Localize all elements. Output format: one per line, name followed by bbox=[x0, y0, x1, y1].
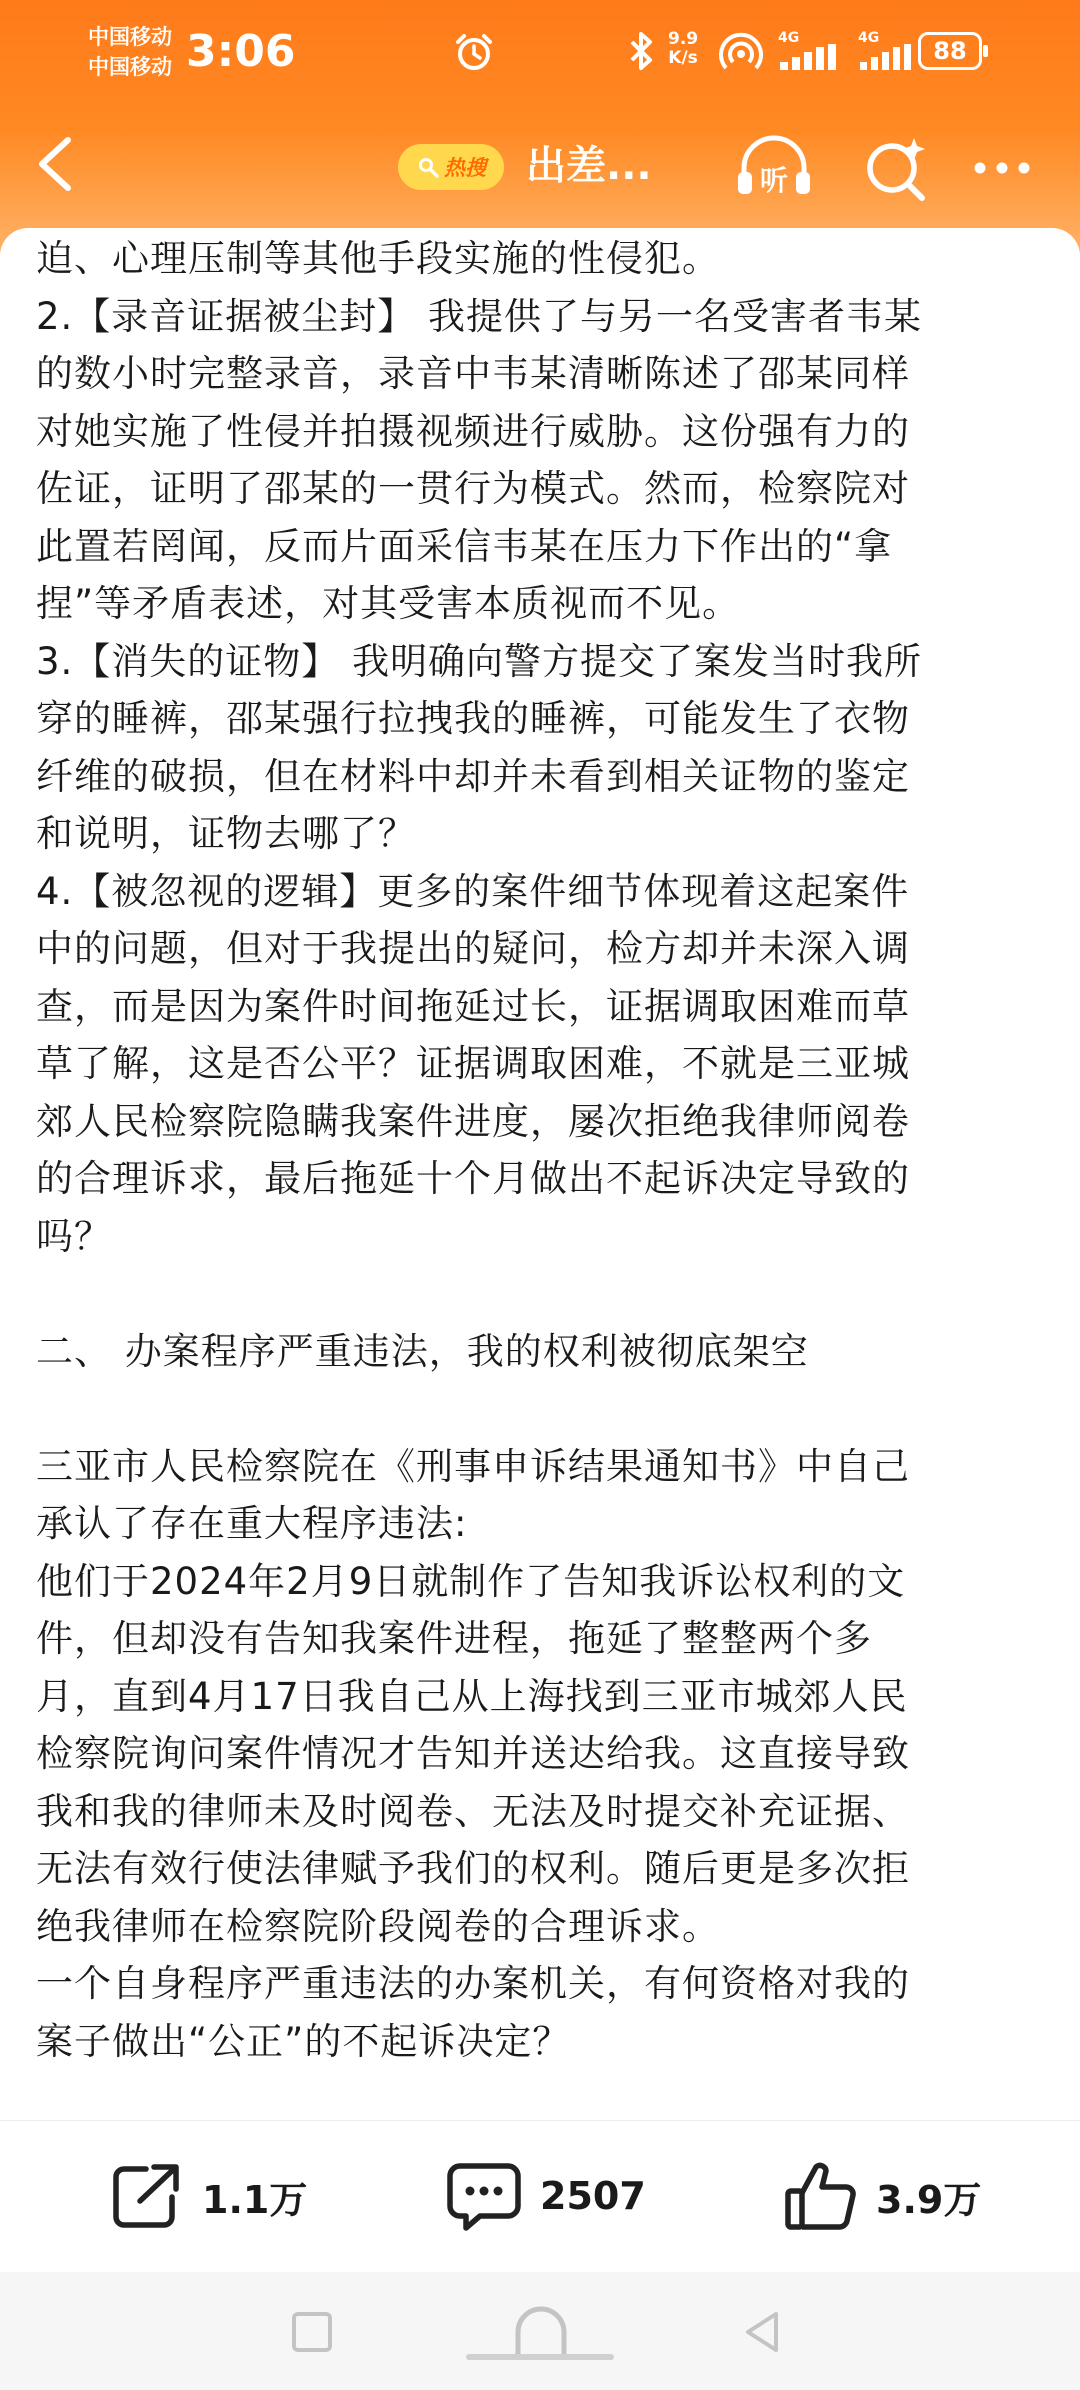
like-count: 3.9万 bbox=[876, 2177, 982, 2222]
clock: 3:06 bbox=[186, 26, 296, 77]
article-line: 月，直到4月17日我自己从上海找到三亚市城郊人民 bbox=[36, 1674, 908, 1718]
article-line: 中的问题，但对于我提出的疑问，检方却并未深入调 bbox=[36, 927, 910, 970]
gesture-handle[interactable] bbox=[466, 2354, 614, 2360]
bluetooth-icon bbox=[626, 30, 656, 72]
article-line: 2.【录音证据被尘封】 我提供了与另一名受害者韦某 bbox=[36, 294, 923, 338]
carrier-names bbox=[88, 22, 172, 82]
back-icon[interactable] bbox=[28, 132, 88, 196]
article-line: 3.【消失的证物】 我明确向警方提交了案发当时我所 bbox=[36, 639, 923, 683]
svg-text:听: 听 bbox=[759, 164, 789, 197]
status-bar bbox=[0, 0, 1080, 105]
article-line: 捏”等矛盾表述，对其受害本质视而不见。 bbox=[36, 582, 741, 625]
article-line: 4.【被忽视的逻辑】更多的案件细节体现着这起案件 bbox=[36, 869, 910, 913]
carrier-2: 中国移动 bbox=[88, 55, 172, 79]
net-speed-unit: K/s bbox=[668, 48, 698, 68]
hot-search-badge[interactable] bbox=[398, 144, 504, 190]
comment-count: 2507 bbox=[540, 2174, 646, 2218]
action-bar bbox=[0, 2120, 1080, 2270]
top-nav-bar bbox=[0, 118, 1080, 218]
article-line: 的合理诉求，最后拖延十个月做出不起诉决定导致的 bbox=[36, 1157, 910, 1200]
system-navigation-bar bbox=[0, 2272, 1080, 2390]
more-icon[interactable] bbox=[966, 132, 1038, 204]
article-line: 我和我的律师未及时阅卷、无法及时提交补充证据、 bbox=[36, 1789, 910, 1833]
share-button[interactable] bbox=[110, 2161, 307, 2231]
article-line: 他们于2024年2月9日就制作了告知我诉讼权利的文 bbox=[36, 1559, 906, 1603]
comment-button[interactable] bbox=[446, 2161, 646, 2231]
article-line: 吗？ bbox=[36, 1214, 112, 1258]
article-line: 草了解，这是否公平？证据调取困难，不就是三亚城 bbox=[36, 1042, 910, 1085]
article-line: 此置若罔闻，反而片面采信韦某在压力下作出的“拿 bbox=[36, 524, 893, 568]
article-line: 绝我律师在检察院阶段阅卷的合理诉求。 bbox=[36, 1904, 720, 1948]
signal-icon bbox=[860, 44, 912, 70]
hot-search-label: 热搜 bbox=[444, 156, 486, 180]
article-line: 三亚市人民检察院在《刑事申诉结果通知书》中自己 bbox=[36, 1444, 910, 1488]
article-line: 案子做出“公正”的不起诉决定？ bbox=[36, 2019, 571, 2063]
article-line: 佐证，证明了邵某的一贯行为模式。然而，检察院对 bbox=[36, 467, 910, 510]
ai-search-icon[interactable] bbox=[860, 132, 932, 204]
article-line: 查，而是因为案件时间拖延过长，证据调取困难而草 bbox=[36, 984, 910, 1028]
topic-title[interactable]: 出差... bbox=[526, 143, 652, 189]
comment-icon bbox=[446, 2160, 522, 2232]
share-count: 1.1万 bbox=[202, 2177, 308, 2222]
carrier-1: 中国移动 bbox=[88, 25, 172, 49]
home-icon[interactable] bbox=[512, 2302, 570, 2362]
article-line: 一个自身程序严重违法的办案机关，有何资格对我的 bbox=[36, 1962, 910, 2005]
article-line: 的数小时完整录音，录音中韦某清晰陈述了邵某同样 bbox=[36, 352, 910, 395]
article-line: 对她实施了性侵并拍摄视频进行威胁。这份强有力的 bbox=[36, 409, 910, 453]
search-icon bbox=[416, 155, 440, 179]
back-nav-icon[interactable] bbox=[742, 2308, 782, 2356]
like-button[interactable] bbox=[784, 2161, 981, 2231]
article-line: 纤维的破损，但在材料中却并未看到相关证物的鉴定 bbox=[36, 754, 910, 798]
article-body bbox=[36, 230, 1046, 2070]
like-icon bbox=[784, 2159, 858, 2233]
article-line: 检察院询问案件情况才告知并送达给我。这直接导致 bbox=[36, 1732, 910, 1775]
article-line: 件，但却没有告知我案件进程，拖延了整整两个多 bbox=[36, 1617, 872, 1660]
signal-icon bbox=[780, 44, 842, 70]
paragraph-spacer bbox=[36, 1265, 1046, 1323]
article-line: 和说明，证物去哪了？ bbox=[36, 812, 416, 855]
share-icon bbox=[110, 2161, 184, 2231]
article-line: 郊人民检察院隐瞒我案件进度，屡次拒绝我律师阅卷 bbox=[36, 1099, 910, 1143]
paragraph-spacer bbox=[36, 1380, 1046, 1438]
net-speed-value: 9.9 bbox=[668, 29, 699, 49]
article-line: 二、 办案程序严重违法，我的权利被彻底架空 bbox=[36, 1329, 809, 1373]
article-line: 承认了存在重大程序违法: bbox=[36, 1502, 468, 1545]
hotspot-icon bbox=[718, 30, 764, 72]
article-line: 迫、心理压制等其他手段实施的性侵犯。 bbox=[36, 237, 720, 280]
alarm-icon bbox=[452, 30, 496, 74]
signal-1-label: 4G bbox=[778, 30, 800, 46]
article-line: 无法有效行使法律赋予我们的权利。随后更是多次拒 bbox=[36, 1847, 910, 1890]
signal-2-label: 4G bbox=[858, 30, 880, 46]
listen-icon[interactable] bbox=[734, 132, 814, 204]
network-speed bbox=[668, 30, 698, 68]
battery-icon: 88 bbox=[918, 32, 982, 70]
recent-apps-icon[interactable] bbox=[290, 2310, 334, 2354]
article-line: 穿的睡裤，邵某强行拉拽我的睡裤，可能发生了衣物 bbox=[36, 697, 910, 740]
